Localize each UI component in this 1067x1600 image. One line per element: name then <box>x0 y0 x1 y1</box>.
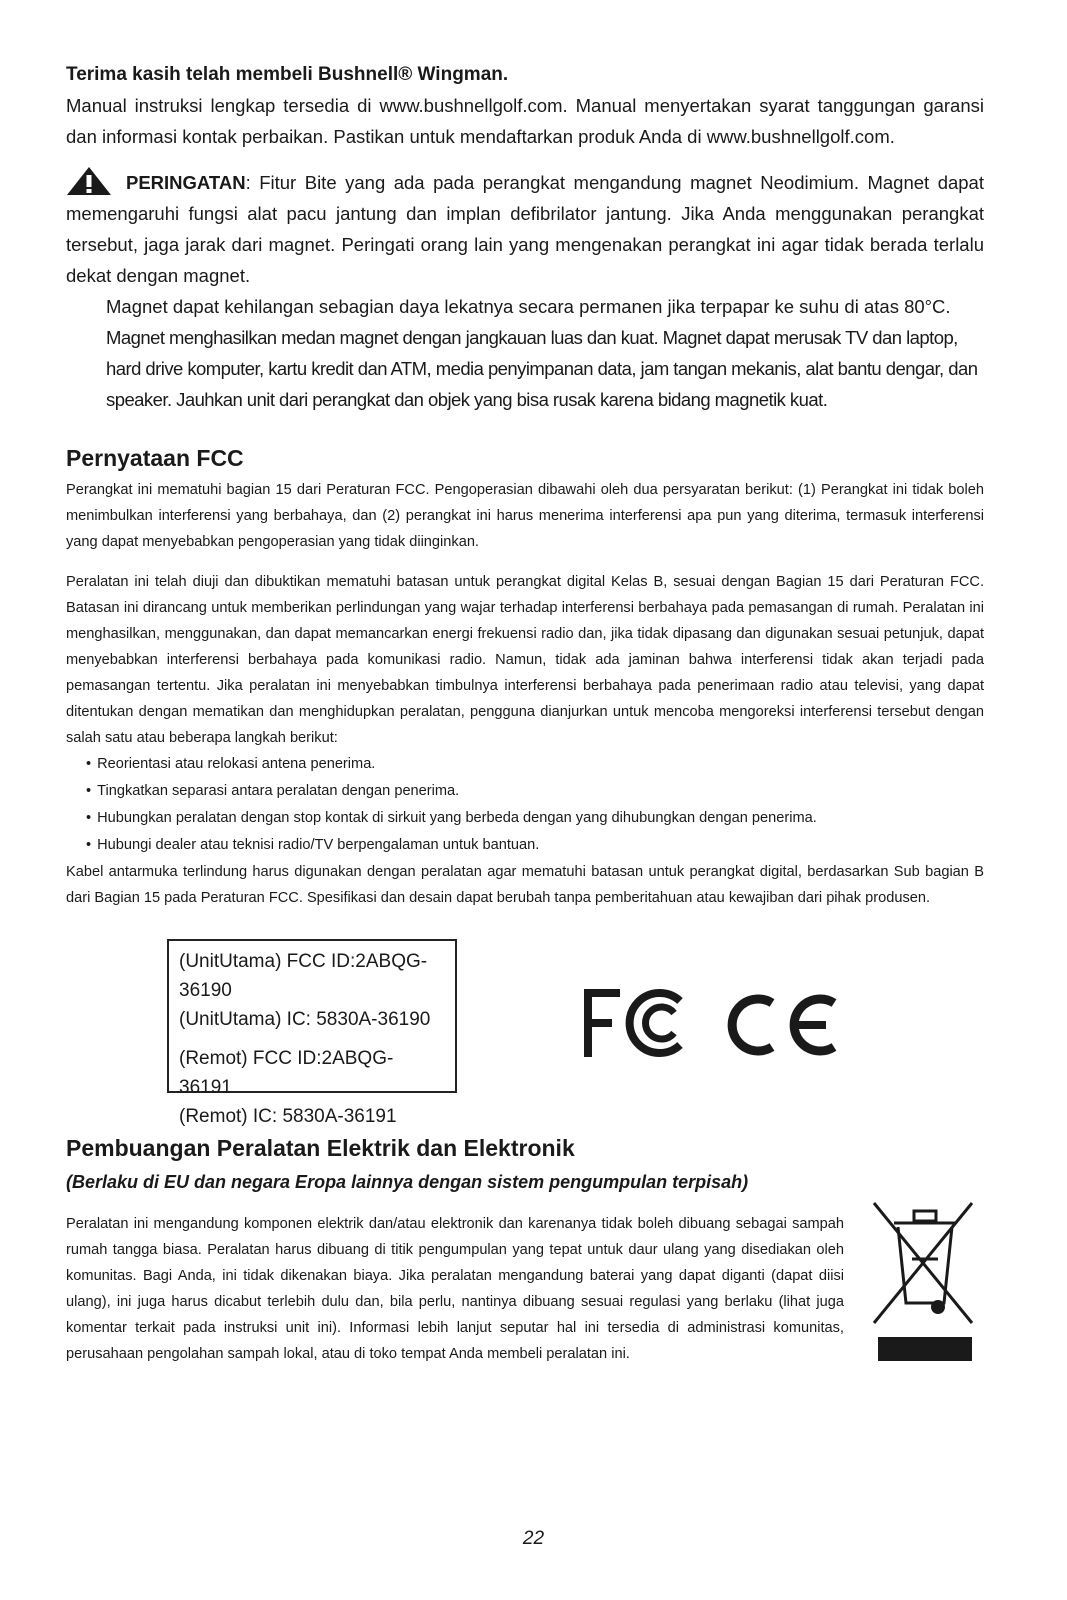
list-item: • Tingkatkan separasi antara peralatan dengan penerima. <box>86 778 984 805</box>
remote-fcc-id: (Remot) FCC ID:2ABQG-36191 <box>179 1048 394 1098</box>
warning-triangle-icon <box>66 166 112 194</box>
crossed-out-bin-icon <box>868 1197 982 1367</box>
warning-paragraph <box>66 166 984 291</box>
weee-text: Peralatan ini mengandung komponen elektrik dan/atau elektronik dan karenanya tidak boleh dibuang sebagai sampah rumah tangga biasa. Peralatan harus dibuang di titik pengumpulan yang tepat untuk daur ulang yang disediakan oleh komunitas. Bagi Anda, ini tidak dikenakan biaya. Jika peralatan mengandung baterai yang dapat diganti (dapat diisi ulang), ini juga harus dicabut terlebih dulu dan, bila perlu, nantinya dibuang sesuai regulasi yang berlaku (lihat juga komentar terkait pada instruksi unit ini). Informasi lebih lanjut seputar hal ini tersedia di administrasi komunitas, perusahaan pengolahan sampah lokal, atau di toko tempat Anda membeli peralatan ini. <box>66 1216 844 1362</box>
list-item: • Reorientasi atau relokasi antena penerima. <box>86 751 984 778</box>
fcc-para-3: Kabel antarmuka terlindung harus digunakan dengan peralatan agar mematuhi batasan untuk perangkat digital, berdasarkan Sub bagian B dari Bagian 15 pada Peraturan FCC. Spesifikasi dan desain dapat berubah tanpa pemberitahuan atau kewajiban dari pihak produsen. <box>66 864 984 906</box>
fcc-para-2: Peralatan ini telah diuji dan dibuktikan mematuhi batasan untuk perangkat digital Kelas B, sesuai dengan Bagian 15 dari Peraturan FCC. Batasan ini dirancang untuk memberikan perlindungan yang wajar terhadap interferensi berbahaya pada pemasangan di rumah. Peralatan ini menghasilkan, menggunakan, dan dapat memancarkan energi frekuensi radio dan, jika tidak dipasang dan digunakan sesuai petunjuk, dapat menyebabkan interferensi berbahaya pada komunikasi radio. Namun, tidak ada jaminan bahwa interferensi tidak akan terjadi pada pemasangan tertentu. Jika peralatan ini menyebabkan timbulnya interferensi berbahaya pada penerimaan radio atau televisi, yang dapat ditentukan dengan mematikan dan menghidupkan peralatan, pengguna dianjurkan untuk mencoba mengoreksi interferensi tersebut dengan salah satu atau beberapa langkah berikut: <box>66 574 984 746</box>
warning-label: PERINGATAN <box>126 172 246 193</box>
weee-heading: Pembuangan Peralatan Elektrik dan Elektronik <box>66 1135 575 1161</box>
page-number: 22 <box>522 1528 545 1549</box>
fcc-steps-list <box>66 751 984 859</box>
weee-subtitle: (Berlaku di EU dan negara Eropa lainnya dengan sistem pengumpulan terpisah) <box>66 1172 749 1192</box>
fcc-heading: Pernyataan FCC <box>66 445 244 471</box>
compliance-marks <box>582 983 842 1063</box>
magnet-notes <box>66 291 984 415</box>
main-fcc-id: (UnitUtama) FCC ID:2ABQG-36190 <box>179 951 428 1001</box>
warning-text: : Fitur Bite yang ada pada perangkat mengandung magnet Neodimium. Magnet dapat memengaruhi fungsi alat pacu jantung dan implan defibrilator jantung. Jika Anda menggunakan perangkat tersebut, jaga jarak dari magnet. Peringati orang lain yang mengenakan perangkat ini agar tidak berada terlalu dekat dengan magnet. <box>66 172 984 286</box>
certification-id-box <box>167 939 457 1127</box>
certification-row <box>66 939 984 1127</box>
list-item: • Hubungkan peralatan dengan stop kontak di sirkuit yang berbeda dengan yang dihubungkan dengan penerima. <box>86 805 984 832</box>
ce-logo-icon <box>732 999 834 1051</box>
remote-ic-id: (Remot) IC: 5830A-36191 <box>179 1106 397 1127</box>
intro-title: Terima kasih telah membeli Bushnell® Wingman. <box>66 64 509 85</box>
magnet-note-damage: Magnet menghasilkan medan magnet dengan jangkauan luas dan kuat. Magnet dapat merusak TV dan laptop, hard drive komputer, kartu kredit dan ATM, media penyimpanan data, jam tangan mekanis, alat bantu dengar, dan speaker. Jauhkan unit dari perangkat dan objek yang bisa rusak karena bidang magnetik kuat. <box>106 327 978 410</box>
magnet-note-temperature: Magnet dapat kehilangan sebagian daya lekatnya secara permanen jika terpapar ke suhu di atas 80°C. <box>106 296 951 317</box>
fcc-logo-icon <box>584 989 680 1057</box>
main-ic-id: (UnitUtama) IC: 5830A-36190 <box>179 1009 431 1030</box>
weee-section <box>66 1211 984 1367</box>
fcc-para-1: Perangkat ini mematuhi bagian 15 dari Peraturan FCC. Pengoperasian dibawahi oleh dua persyaratan berikut: (1) Perangkat ini tidak boleh menimbulkan interferensi yang berbahaya, dan (2) perangkat ini harus menerima interferensi apa pun yang diterima, termasuk interferensi yang dapat menyebabkan pengoperasian yang tidak diinginkan. <box>66 482 984 550</box>
list-item: • Hubungi dealer atau teknisi radio/TV berpengalaman untuk bantuan. <box>86 832 984 859</box>
intro-text: Manual instruksi lengkap tersedia di www.bushnellgolf.com. Manual menyertakan syarat tanggungan garansi dan informasi kontak perbaikan. Pastikan untuk mendaftarkan produk Anda di www.bushnellgolf.com. <box>66 95 984 147</box>
manual-page <box>66 60 984 1367</box>
